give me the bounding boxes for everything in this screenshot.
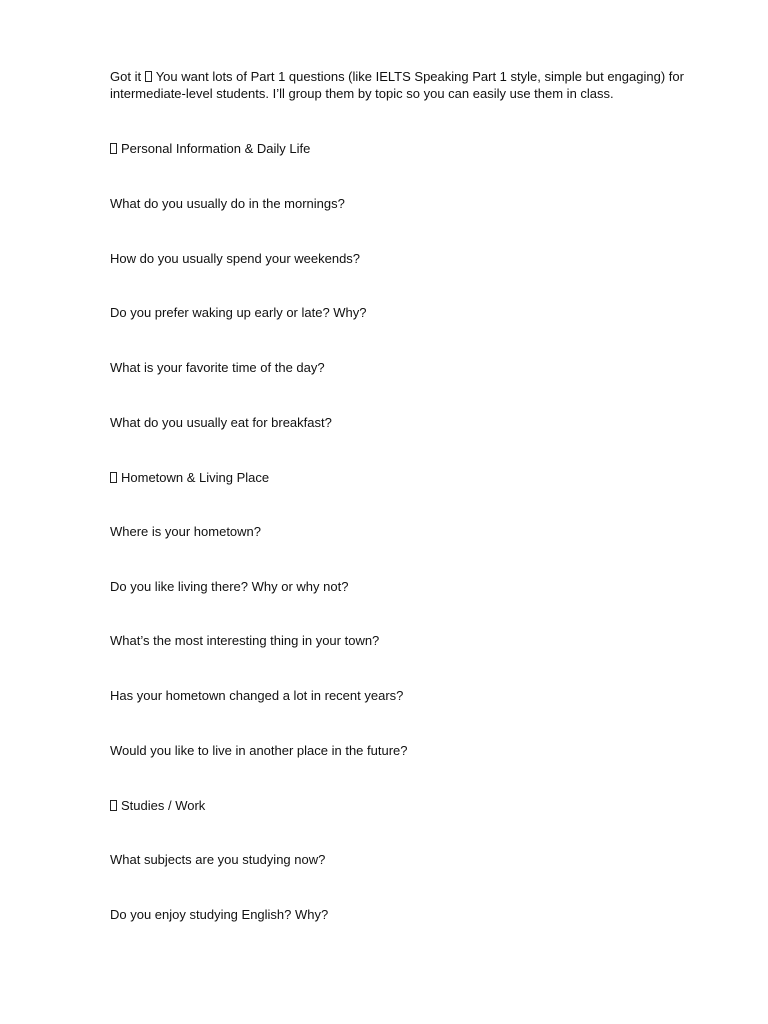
missing-emoji-icon bbox=[110, 800, 117, 811]
section-heading-personal: Personal Information & Daily Life bbox=[110, 140, 310, 157]
intro-lead-text: Got it bbox=[110, 69, 142, 84]
document-body bbox=[110, 68, 700, 922]
question-item: Has your hometown changed a lot in recent years? bbox=[110, 688, 404, 703]
question-item: Where is your hometown? bbox=[110, 524, 262, 539]
missing-emoji-icon bbox=[110, 143, 117, 154]
question-item: What do you usually do in the mornings? bbox=[110, 196, 345, 211]
intro-body-text: You want lots of Part 1 questions (like IELTS Speaking Part 1 style, simple but engaging) for intermediate-level students. I’ll group them by topic so you can easily use them in class. bbox=[110, 69, 684, 101]
question-item: What is your favorite time of the day? bbox=[110, 360, 325, 375]
question-item: What subjects are you studying now? bbox=[110, 852, 326, 867]
intro-paragraph bbox=[110, 68, 700, 102]
question-item: Would you like to live in another place in the future? bbox=[110, 743, 408, 758]
missing-emoji-icon bbox=[110, 472, 117, 483]
question-item: How do you usually spend your weekends? bbox=[110, 251, 361, 266]
question-item: What’s the most interesting thing in your town? bbox=[110, 633, 380, 648]
section-heading-studies: Studies / Work bbox=[110, 797, 205, 814]
missing-emoji-icon bbox=[145, 71, 152, 82]
question-item: What do you usually eat for breakfast? bbox=[110, 415, 332, 430]
section-heading-hometown: Hometown & Living Place bbox=[110, 469, 269, 486]
question-item: Do you like living there? Why or why not? bbox=[110, 579, 349, 594]
question-item: Do you enjoy studying English? Why? bbox=[110, 907, 329, 922]
question-item: Do you prefer waking up early or late? Why? bbox=[110, 305, 367, 320]
